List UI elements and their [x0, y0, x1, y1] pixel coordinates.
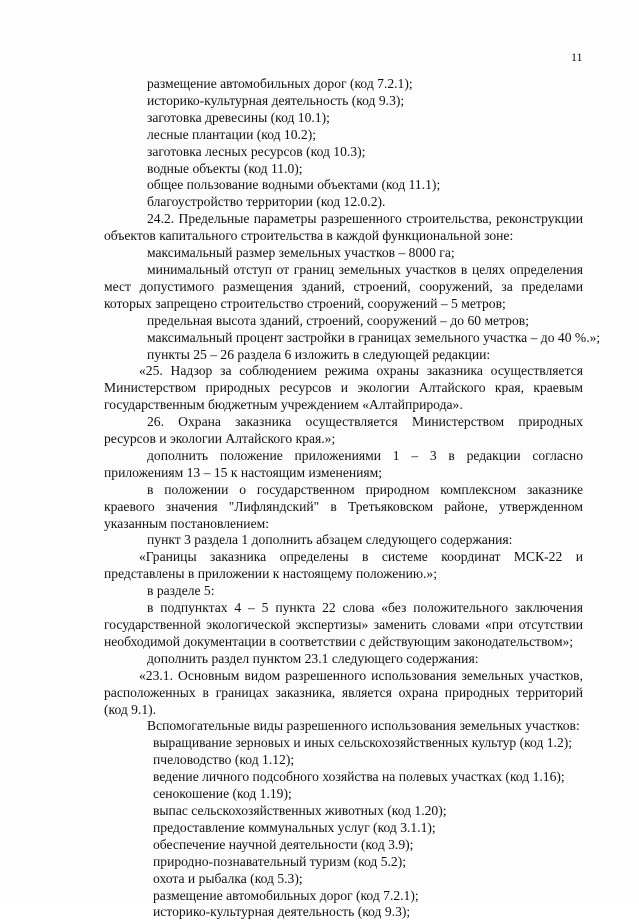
paragraph-25: «25. Надзор за соблюдением режима охраны заказника осуществляется Министерством природных ресурсов и экологии Алтайского края, краевым государственным бюджетным учреждением «Алтайприрода». — [104, 363, 583, 413]
regulation-intro: в положении о государственном природном комплексном заказнике краевого значения "Лифляндский" в Третьяковском районе, утвержденном указанным постановлением: — [104, 481, 583, 531]
list-item: ведение личного подсобного хозяйства на полевых участках (код 1.16); — [153, 769, 565, 785]
max-area: максимальный размер земельных участков – 8000 га; — [147, 245, 455, 261]
list-item: заготовка древесины (код 10.1); — [147, 109, 330, 125]
max-height: предельная высота зданий, строений, сооружений – до 60 метров; — [147, 312, 529, 328]
land-use-list-bottom — [104, 735, 583, 921]
aux-uses-heading: Вспомогательные виды разрешенного использования земельных участков: — [147, 718, 580, 734]
list-item: пчеловодство (код 1.12); — [153, 752, 295, 768]
list-item: заготовка лесных ресурсов (код 10.3); — [147, 143, 366, 159]
list-item: благоустройство территории (код 12.0.2). — [147, 194, 386, 210]
list-item: выращивание зерновых и иных сельскохозяйственных культур (код 1.2); — [153, 735, 573, 751]
min-setback: минимальный отступ от границ земельных участков в целях определения мест допустимого размещения зданий, строений, сооружений, за пределами которых запрещено строительство строений, сооружений – 5 метров; — [104, 261, 583, 311]
list-item: предоставление коммунальных услуг (код 3.1.1); — [153, 819, 436, 835]
list-item: сенокошение (код 1.19); — [153, 786, 292, 802]
list-item: общее пользование водными объектами (код 11.1); — [147, 177, 441, 193]
borders-paragraph: «Границы заказника определены в системе координат МСК-22 и представлены в приложении к настоящему положению.»; — [104, 549, 583, 582]
subitems-paragraph: в подпунктах 4 – 5 пункта 22 слова «без положительного заключения государственной экологической экспертизы» заменить словами «при отсутствии необходимой документации в соответствии с действующим законодательством»; — [104, 600, 583, 649]
section-5-intro: в разделе 5: — [147, 583, 215, 599]
list-item: историко-культурная деятельность (код 9.3); — [153, 904, 411, 920]
list-item: лесные плантации (код 10.2); — [147, 126, 317, 142]
paragraph-23-1: «23.1. Основным видом разрешенного использования земельных участков, расположенных в границах заказника, является охрана природных территорий (код 9.1). — [104, 667, 583, 717]
document-body — [104, 76, 601, 921]
list-item: обеспечение научной деятельности (код 3.9); — [153, 836, 414, 852]
list-item: размещение автомобильных дорог (код 7.2.1); — [147, 76, 413, 91]
list-item: выпас сельскохозяйственных животных (код 1.20); — [153, 802, 447, 818]
list-item: водные объекты (код 11.0); — [147, 160, 303, 176]
page-number: 11 — [571, 50, 583, 64]
items-25-26-intro: пункты 25 – 26 раздела 6 изложить в следующей редакции: — [147, 346, 491, 362]
paragraph-26: 26. Охрана заказника осуществляется Министерством природных ресурсов и экологии Алтайского края.»; — [104, 414, 583, 447]
paragraph-24-2: 24.2. Предельные параметры разрешенного строительства, реконструкции объектов капитального строительства в каждой функциональной зоне: — [104, 211, 583, 244]
list-item: историко-культурная деятельность (код 9.3); — [147, 92, 405, 108]
max-building-percent: максимальный процент застройки в границах земельного участка – до 40 %.»; — [147, 329, 601, 345]
item-3-intro: пункт 3 раздела 1 дополнить абзацем следующего содержания: — [147, 532, 513, 548]
list-item: охота и рыбалка (код 5.3); — [153, 870, 303, 886]
supplement-appendices: дополнить положение приложениями 1 – 3 в редакции согласно приложениям 13 – 15 к настоящим изменениям; — [104, 447, 583, 480]
add-23-1-intro: дополнить раздел пунктом 23.1 следующего содержания: — [147, 650, 479, 666]
list-item: размещение автомобильных дорог (код 7.2.1); — [153, 887, 419, 903]
list-item: природно-познавательный туризм (код 5.2); — [153, 853, 407, 869]
land-use-list-top — [104, 76, 583, 211]
